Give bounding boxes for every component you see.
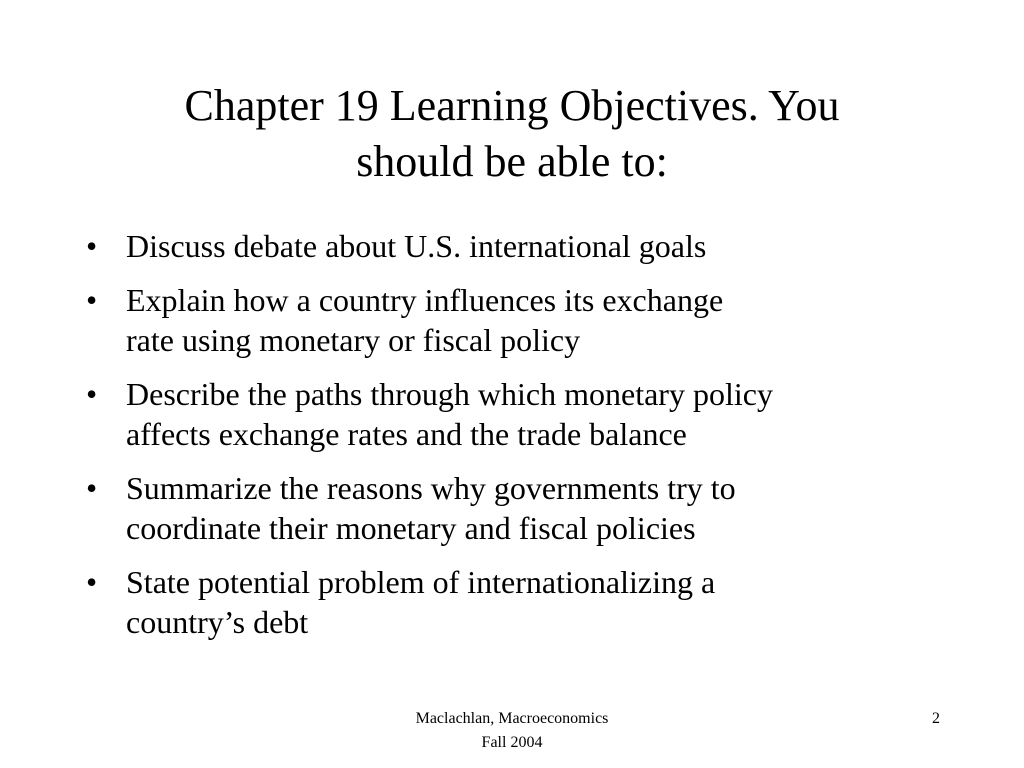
objective-text-line: Explain how a country influences its exchange: [126, 282, 724, 318]
objective-item: [86, 280, 956, 360]
objective-item: [86, 374, 956, 454]
bullet-icon: •: [86, 376, 98, 412]
objective-text-line: Summarize the reasons why governments try to: [126, 470, 736, 506]
footer-line: Maclachlan, Macroeconomics: [415, 710, 609, 727]
page-number: 2: [932, 710, 940, 727]
footer-line: Fall 2004: [481, 734, 543, 751]
objective-item: [86, 468, 956, 548]
slide-title-line: should be able to:: [356, 137, 668, 186]
objective-item: [86, 562, 956, 642]
slide-title: [80, 78, 944, 190]
slide-footer: [380, 707, 644, 755]
objective-text-line: rate using monetary or fiscal policy: [126, 322, 581, 358]
bullet-icon: •: [86, 470, 98, 506]
bullet-icon: •: [86, 228, 98, 264]
objectives-list: [86, 226, 956, 656]
objective-text-line: Discuss debate about U.S. international goals: [126, 228, 707, 264]
objective-text-line: country’s debt: [126, 604, 309, 640]
bullet-icon: •: [86, 282, 98, 318]
bullet-icon: •: [86, 564, 98, 600]
objective-text-line: affects exchange rates and the trade balance: [126, 416, 687, 452]
objective-text-line: Describe the paths through which monetary policy: [126, 376, 773, 412]
slide-title-line: Chapter 19 Learning Objectives. You: [184, 81, 840, 130]
objective-text-line: State potential problem of internationalizing a: [126, 564, 716, 600]
objective-text-line: coordinate their monetary and fiscal policies: [126, 510, 696, 546]
objective-item: [86, 226, 956, 266]
